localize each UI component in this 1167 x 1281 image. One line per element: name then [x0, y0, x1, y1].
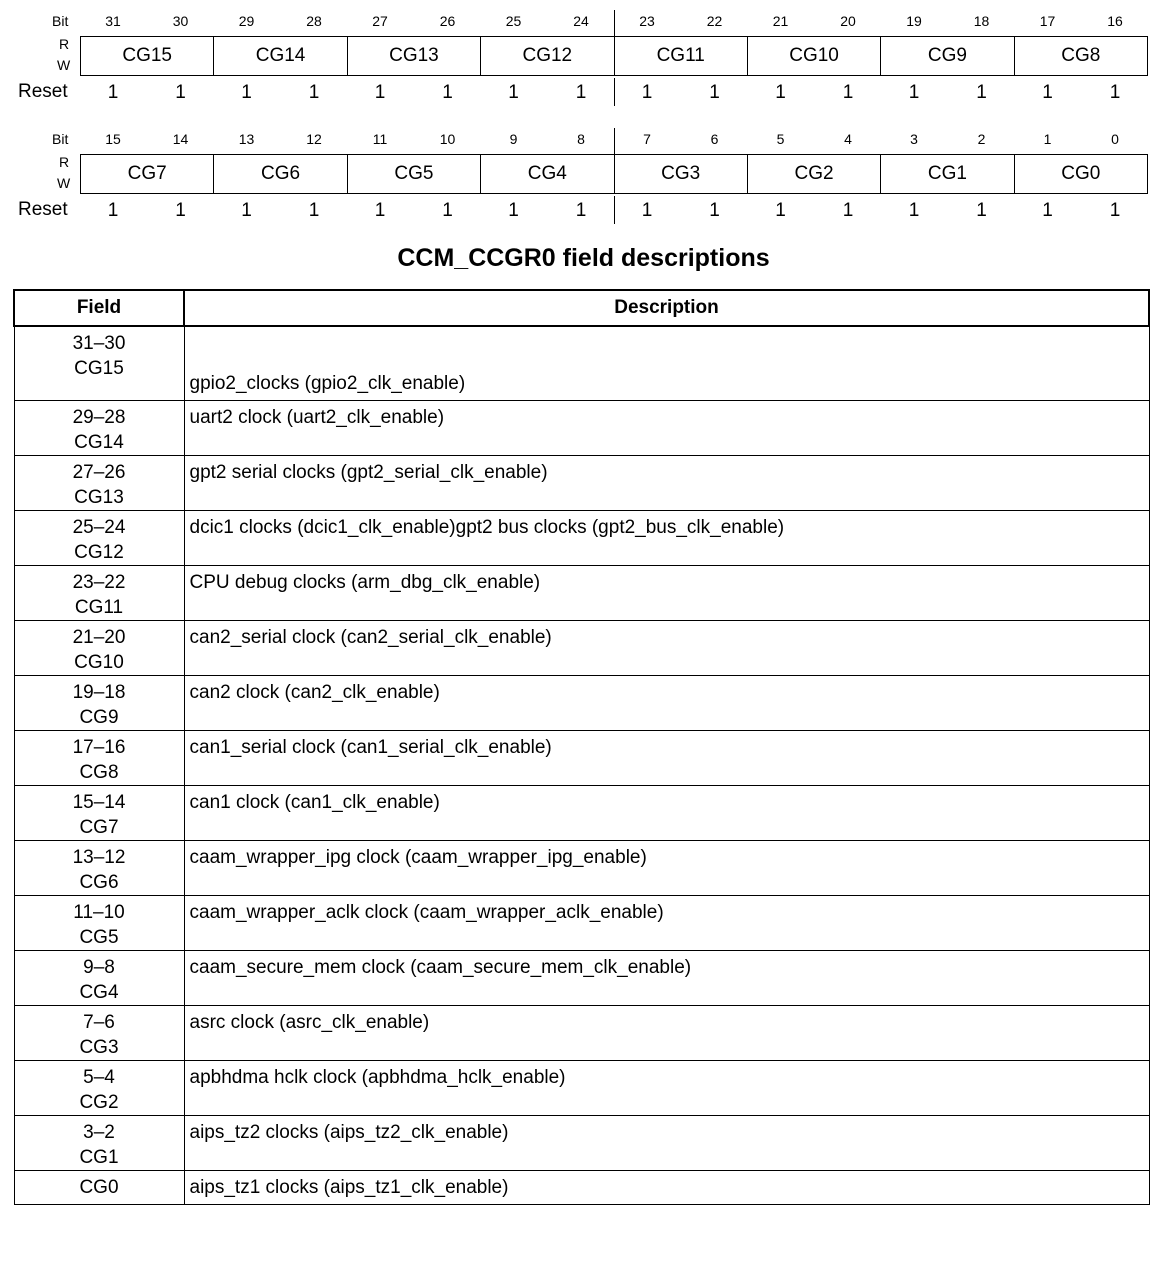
field-bits: 7–6 — [83, 1011, 115, 1033]
register-field: CG1 — [881, 155, 1014, 193]
bit-label: Bit — [52, 13, 69, 29]
table-row — [14, 840, 1149, 895]
reset-value: 1 — [842, 82, 854, 103]
bit-number: 19 — [906, 13, 922, 29]
reset-value: 1 — [107, 82, 119, 103]
field-bits: 19–18 — [72, 681, 126, 703]
bit-number: 10 — [439, 131, 456, 147]
bit-number: 3 — [910, 131, 918, 147]
table-row — [14, 620, 1149, 675]
register-field: CG13 — [348, 37, 481, 75]
bit-number: 6 — [710, 131, 719, 147]
bit-label: Bit — [52, 131, 69, 147]
bit-number: 1 — [1043, 131, 1052, 147]
bit-number: 8 — [577, 131, 585, 147]
reset-label: Reset — [18, 199, 68, 220]
field-description: aips_tz2 clocks (aips_tz2_clk_enable) — [184, 1115, 1149, 1170]
table-row — [14, 895, 1149, 950]
bit-number: 15 — [105, 131, 121, 147]
reset-value: 1 — [1109, 200, 1121, 221]
reset-value: 1 — [908, 82, 920, 103]
field-name: CG3 — [79, 1036, 119, 1058]
half-word-divider — [614, 196, 615, 224]
field-name: CG13 — [74, 486, 124, 508]
write-label: W — [57, 175, 71, 191]
bit-number: 13 — [238, 131, 255, 147]
bit-number: 0 — [1111, 131, 1119, 147]
field-name: CG5 — [79, 926, 119, 948]
register-field: CG11 — [615, 37, 748, 75]
field-bits: 5–4 — [83, 1066, 115, 1088]
reset-value: 1 — [175, 82, 186, 103]
field-cell — [14, 510, 184, 565]
field-cell — [14, 400, 184, 455]
bit-number: 12 — [306, 131, 322, 147]
bit-number: 27 — [372, 13, 388, 29]
register-field: CG7 — [81, 155, 214, 193]
table-row — [14, 950, 1149, 1005]
bit-number: 11 — [372, 131, 388, 147]
field-bits: 15–14 — [72, 791, 126, 813]
field-bits: 11–10 — [73, 901, 125, 923]
field-name: CG8 — [79, 761, 119, 783]
field-name: CG9 — [79, 706, 119, 728]
reset-value: 1 — [508, 82, 519, 103]
field-cell — [14, 620, 184, 675]
reset-value: 1 — [308, 82, 320, 103]
reset-value: 1 — [442, 200, 453, 221]
field-description: dcic1 clocks (dcic1_clk_enable)gpt2 bus clocks (gpt2_bus_clk_enable) — [184, 510, 1149, 565]
reset-value: 1 — [976, 200, 987, 221]
bit-number: 31 — [105, 13, 121, 29]
field-description: caam_wrapper_aclk clock (caam_wrapper_aclk_enable) — [184, 895, 1149, 950]
half-word-divider — [614, 10, 615, 36]
table-row — [14, 326, 1149, 400]
field-cell — [14, 1170, 184, 1204]
field-description: asrc clock (asrc_clk_enable) — [184, 1005, 1149, 1060]
field-cell — [14, 455, 184, 510]
reset-value: 1 — [641, 200, 653, 221]
register-field: CG12 — [481, 37, 614, 75]
field-description: can2 clock (can2_clk_enable) — [184, 675, 1149, 730]
reset-value: 1 — [575, 82, 587, 103]
table-row — [14, 565, 1149, 620]
table-row — [14, 675, 1149, 730]
reset-value: 1 — [175, 200, 186, 221]
read-label: R — [59, 154, 70, 170]
reset-value: 1 — [842, 200, 854, 221]
field-bits: 27–26 — [72, 461, 126, 483]
field-name: CG14 — [74, 431, 124, 453]
write-label: W — [57, 57, 71, 73]
bit-number: 18 — [973, 13, 990, 29]
reset-value: 1 — [775, 82, 786, 103]
field-cell — [14, 840, 184, 895]
reset-value: 1 — [374, 82, 386, 103]
column-header-field: Field — [14, 290, 184, 326]
field-cell — [14, 1005, 184, 1060]
half-word-divider — [614, 128, 615, 154]
table-header-row — [14, 290, 1149, 326]
field-cell — [14, 675, 184, 730]
reset-label: Reset — [18, 81, 68, 102]
field-description-table — [13, 289, 1150, 1205]
field-bits: 3–2 — [83, 1121, 115, 1143]
table-body — [14, 326, 1149, 1204]
field-description: CPU debug clocks (arm_dbg_clk_enable) — [184, 565, 1149, 620]
reset-value: 1 — [775, 200, 786, 221]
bit-number: 21 — [772, 13, 789, 29]
field-cell — [14, 950, 184, 1005]
table-row — [14, 1170, 1149, 1204]
field-bits: 21–20 — [72, 626, 126, 648]
reset-value: 1 — [508, 200, 519, 221]
reset-value: 1 — [107, 200, 119, 221]
table-row — [14, 400, 1149, 455]
table-row — [14, 785, 1149, 840]
field-cell — [14, 1115, 184, 1170]
register-field: CG0 — [1061, 163, 1101, 184]
register-fields — [80, 154, 1148, 194]
register-field: CG3 — [615, 155, 748, 193]
register-field: CG10 — [748, 37, 881, 75]
bit-number: 2 — [977, 131, 986, 147]
field-name: CG7 — [79, 816, 119, 838]
table-row — [14, 510, 1149, 565]
field-name: CG12 — [74, 541, 124, 563]
field-description: can2_serial clock (can2_serial_clk_enable) — [184, 620, 1149, 675]
field-name: CG4 — [79, 981, 119, 1003]
field-description: can1 clock (can1_clk_enable) — [184, 785, 1149, 840]
table-row — [14, 1005, 1149, 1060]
bit-number: 22 — [706, 13, 723, 29]
table-row — [14, 730, 1149, 785]
bit-number: 5 — [776, 131, 785, 147]
field-name: CG10 — [74, 651, 124, 673]
column-header-description: Description — [184, 290, 1149, 326]
field-description: caam_wrapper_ipg clock (caam_wrapper_ipg_enable) — [184, 840, 1149, 895]
register-field: CG8 — [1061, 45, 1101, 66]
field-description: caam_secure_mem clock (caam_secure_mem_clk_enable) — [184, 950, 1149, 1005]
field-description: apbhdma hclk clock (apbhdma_hclk_enable) — [184, 1060, 1149, 1115]
field-cell — [14, 1060, 184, 1115]
field-bits: 13–12 — [72, 846, 126, 868]
bit-number: 29 — [238, 13, 255, 29]
field-bits: 9–8 — [83, 956, 115, 978]
bit-number: 28 — [306, 13, 322, 29]
field-bits: 31–30 — [72, 333, 126, 354]
field-name: CG2 — [79, 1091, 119, 1113]
bit-number: 9 — [509, 131, 518, 147]
bit-number: 25 — [505, 13, 522, 29]
reset-value: 1 — [1042, 200, 1053, 221]
bit-number: 26 — [439, 13, 456, 29]
reset-value: 1 — [709, 82, 720, 103]
reset-value: 1 — [241, 200, 252, 221]
field-name: CG11 — [74, 596, 124, 618]
reset-value: 1 — [976, 82, 987, 103]
field-cell — [14, 730, 184, 785]
register-field: CG2 — [748, 155, 881, 193]
table-row — [14, 1115, 1149, 1170]
field-description: gpio2_clocks (gpio2_clk_enable) — [184, 326, 1149, 400]
register-fields — [80, 36, 1148, 76]
register-field: CG4 — [481, 155, 614, 193]
reset-value: 1 — [241, 82, 252, 103]
register-field: CG14 — [214, 37, 347, 75]
register-field: CG9 — [881, 37, 1014, 75]
field-bits: 29–28 — [72, 406, 126, 428]
reset-value: 1 — [709, 200, 720, 221]
field-description: gpt2 serial clocks (gpt2_serial_clk_enable) — [184, 455, 1149, 510]
bit-number: 14 — [172, 131, 189, 147]
reset-value: 1 — [575, 200, 587, 221]
field-description: aips_tz1 clocks (aips_tz1_clk_enable) — [184, 1170, 1149, 1204]
field-cell — [14, 565, 184, 620]
register-field: CG15 — [81, 37, 214, 75]
bit-number: 17 — [1039, 13, 1056, 29]
reset-value: 1 — [374, 200, 386, 221]
register-field: CG6 — [214, 155, 347, 193]
reset-value: 1 — [442, 82, 453, 103]
reset-value: 1 — [1109, 82, 1121, 103]
reset-value: 1 — [908, 200, 920, 221]
reset-value: 1 — [641, 82, 653, 103]
field-cell — [14, 785, 184, 840]
field-bits: 17–16 — [72, 736, 126, 758]
field-description: can1_serial clock (can1_serial_clk_enable) — [184, 730, 1149, 785]
table-row — [14, 455, 1149, 510]
reset-value: 1 — [308, 200, 320, 221]
register-field: CG5 — [348, 155, 481, 193]
field-description: uart2 clock (uart2_clk_enable) — [184, 400, 1149, 455]
field-name: CG1 — [79, 1146, 119, 1168]
field-bits: 23–22 — [72, 571, 126, 593]
table-row — [14, 1060, 1149, 1115]
read-label: R — [59, 36, 70, 52]
field-name: CG15 — [74, 358, 124, 379]
field-name: CG0 — [79, 1176, 119, 1198]
bit-number: 4 — [844, 131, 852, 147]
field-cell — [14, 326, 184, 400]
section-title: CCM_CCGR0 field descriptions — [397, 244, 770, 272]
bit-number: 7 — [643, 131, 651, 147]
field-bits: 25–24 — [72, 516, 126, 538]
bit-number: 20 — [840, 13, 856, 29]
field-name: CG6 — [79, 871, 119, 893]
bit-number: 16 — [1107, 13, 1123, 29]
bit-number: 24 — [573, 13, 589, 29]
reset-value: 1 — [1042, 82, 1053, 103]
field-cell — [14, 895, 184, 950]
bit-number: 30 — [172, 13, 189, 29]
half-word-divider — [614, 78, 615, 106]
bit-number: 23 — [639, 13, 655, 29]
